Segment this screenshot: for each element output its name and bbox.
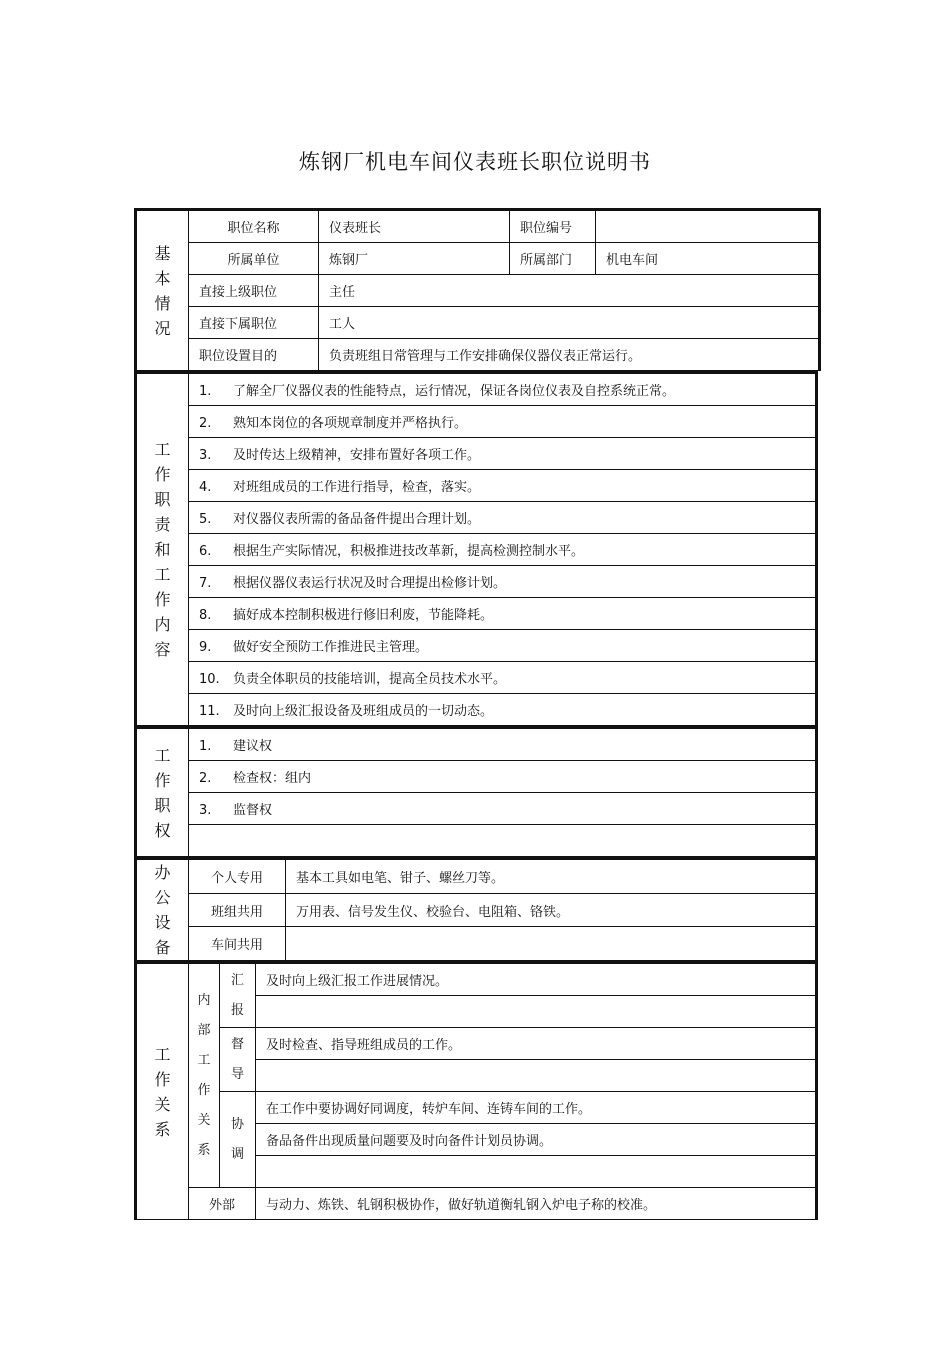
dept-label: 所属部门 — [510, 243, 596, 275]
personal-equipment-value: 基本工具如电笔、钳子、螺丝刀等。 — [286, 859, 817, 894]
authority-item: 1. 建议权 — [189, 728, 817, 761]
purpose-value: 负责班组日常管理与工作安排确保仪器仪表正常运行。 — [319, 339, 820, 371]
subordinate-value: 工人 — [319, 307, 820, 339]
external-relations-value: 与动力、炼铁、轧钢积极协作，做好轨道衡轧钢入炉电子称的校准。 — [256, 1188, 817, 1220]
unit-label: 所属单位 — [189, 243, 319, 275]
duty-item: 7. 根据仪器仪表运行状况及时合理提出检修计划。 — [189, 566, 817, 598]
authority-item: 2. 检查权：组内 — [189, 761, 817, 793]
authority-item — [189, 825, 817, 857]
report-line: 及时向上级汇报工作进展情况。 — [256, 963, 817, 996]
relations-section-label: 工 作 关 系 — [136, 963, 189, 1220]
equipment-table — [134, 857, 818, 961]
duty-item: 5. 对仪器仪表所需的备品备件提出合理计划。 — [189, 502, 817, 534]
duties-table — [134, 371, 818, 726]
duty-item: 2. 熟知本岗位的各项规章制度并严格执行。 — [189, 406, 817, 438]
equipment-section-label: 办 公 设 备 — [136, 859, 189, 961]
external-relations-label: 外部 — [189, 1188, 256, 1220]
duty-item: 11. 及时向上级汇报设备及班组成员的一切动态。 — [189, 694, 817, 726]
purpose-label: 职位设置目的 — [189, 339, 319, 371]
position-name-value: 仪表班长 — [319, 210, 510, 243]
report-line — [256, 996, 817, 1028]
coordinate-line — [256, 1156, 817, 1188]
superior-value: 主任 — [319, 275, 820, 307]
supervise-label: 督 导 — [220, 1028, 256, 1092]
supervise-line — [256, 1060, 817, 1092]
authority-section-label: 工 作 职 权 — [136, 728, 189, 857]
unit-value: 炼钢厂 — [319, 243, 510, 275]
report-label: 汇 报 — [220, 963, 256, 1028]
internal-relations-label: 内 部 工 作 关 系 — [189, 963, 220, 1188]
duty-item: 3. 及时传达上级精神，安排布置好各项工作。 — [189, 438, 817, 470]
team-equipment-label: 班组共用 — [189, 893, 286, 927]
supervise-line: 及时检查、指导班组成员的工作。 — [256, 1028, 817, 1060]
superior-label: 直接上级职位 — [189, 275, 319, 307]
position-code-label: 职位编号 — [510, 210, 596, 243]
authority-table — [134, 726, 818, 857]
authority-item: 3. 监督权 — [189, 793, 817, 825]
duty-item: 1. 了解全厂仪器仪表的性能特点，运行情况，保证各岗位仪表及自控系统正常。 — [189, 373, 817, 406]
page-title: 炼钢厂机电车间仪表班长职位说明书 — [299, 150, 651, 174]
basic-info-table — [134, 208, 821, 371]
duty-item: 10. 负责全体职员的技能培训，提高全员技术水平。 — [189, 662, 817, 694]
personal-equipment-label: 个人专用 — [189, 859, 286, 894]
coordinate-line: 在工作中要协调好同调度，转炉车间、连铸车间的工作。 — [256, 1092, 817, 1124]
position-name-label: 职位名称 — [189, 210, 319, 243]
duty-item: 8. 搞好成本控制积极进行修旧利废，节能降耗。 — [189, 598, 817, 630]
duty-item: 6. 根据生产实际情况，积极推进技改革新，提高检测控制水平。 — [189, 534, 817, 566]
workshop-equipment-label: 车间共用 — [189, 927, 286, 961]
workshop-equipment-value — [286, 927, 817, 961]
position-code-value — [596, 210, 820, 243]
basic-section-label: 基 本 情 况 — [136, 210, 189, 371]
coordinate-label: 协 调 — [220, 1092, 256, 1188]
duty-item: 9. 做好安全预防工作推进民主管理。 — [189, 630, 817, 662]
job-description-form — [134, 208, 818, 1214]
subordinate-label: 直接下属职位 — [189, 307, 319, 339]
dept-value: 机电车间 — [596, 243, 820, 275]
duties-section-label: 工 作 职 责 和 工 作 内 容 — [136, 373, 189, 726]
relations-table — [134, 961, 818, 1220]
team-equipment-value: 万用表、信号发生仪、校验台、电阻箱、铬铁。 — [286, 893, 817, 927]
duty-item: 4. 对班组成员的工作进行指导，检查，落实。 — [189, 470, 817, 502]
coordinate-line: 备品备件出现质量问题要及时向备件计划员协调。 — [256, 1124, 817, 1156]
